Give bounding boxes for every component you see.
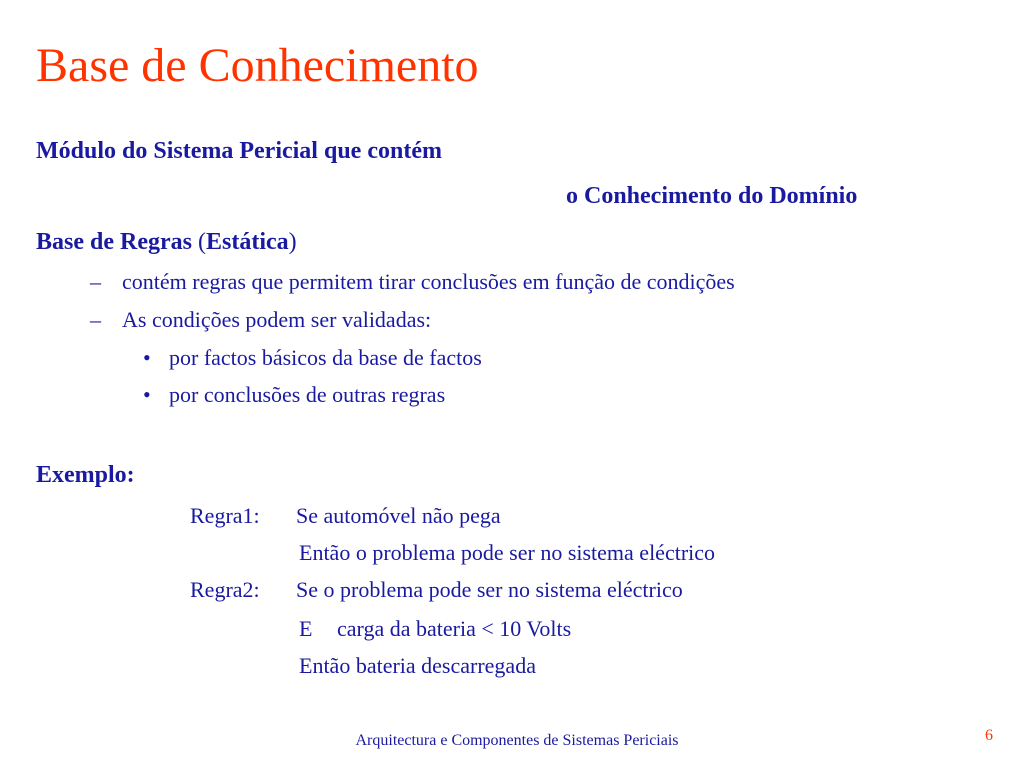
rules-heading-part2: Estática — [205, 229, 289, 255]
rule2-then-line: Então bateria descarregada — [299, 653, 536, 678]
subbullet-item — [143, 381, 445, 409]
dash-marker-icon: – — [90, 269, 101, 294]
bullet-marker-icon: • — [143, 382, 151, 407]
bullet-marker-icon: • — [143, 345, 151, 370]
rule1-label: Regra1: — [190, 503, 260, 528]
rules-heading-part1: Base de Regras — [36, 229, 192, 255]
rule2-and-line — [299, 615, 571, 643]
rule2-if-line — [190, 576, 683, 604]
rule1-if-line — [190, 502, 501, 530]
rule1-then-line: Então o problema pode ser no sistema eléctrico — [299, 540, 716, 565]
subbullet-text: por conclusões de outras regras — [169, 382, 446, 407]
rule2-and-marker: E — [299, 616, 313, 641]
example-heading: Exemplo: — [36, 462, 135, 488]
rules-heading — [36, 227, 297, 257]
slide-footer: Arquitectura e Componentes de Sistemas Periciais — [355, 732, 679, 749]
page-number: 6 — [985, 727, 993, 744]
rule2-label: Regra2: — [190, 577, 260, 602]
dash-marker-icon: – — [90, 307, 101, 332]
definition-line-1: Módulo do Sistema Pericial que contém — [36, 138, 442, 164]
rule2-and: carga da bateria < 10 Volts — [337, 616, 572, 641]
subbullet-item — [143, 344, 482, 372]
definition-line-2: o Conhecimento do Domínio — [566, 183, 858, 209]
bullet-item — [90, 306, 431, 334]
bullet-text: contém regras que permitem tirar conclusões em função de condições — [122, 269, 735, 294]
rule2-if: Se o problema pode ser no sistema eléctrico — [296, 577, 683, 602]
rule1-if: Se automóvel não pega — [296, 503, 501, 528]
rules-heading-close-paren: ) — [288, 229, 297, 255]
bullet-item — [90, 268, 735, 296]
bullet-text: As condições podem ser validadas: — [122, 307, 432, 332]
rules-heading-open-paren: ( — [197, 229, 206, 255]
subbullet-text: por factos básicos da base de factos — [169, 345, 482, 370]
slide-title: Base de Conhecimento — [36, 39, 479, 92]
